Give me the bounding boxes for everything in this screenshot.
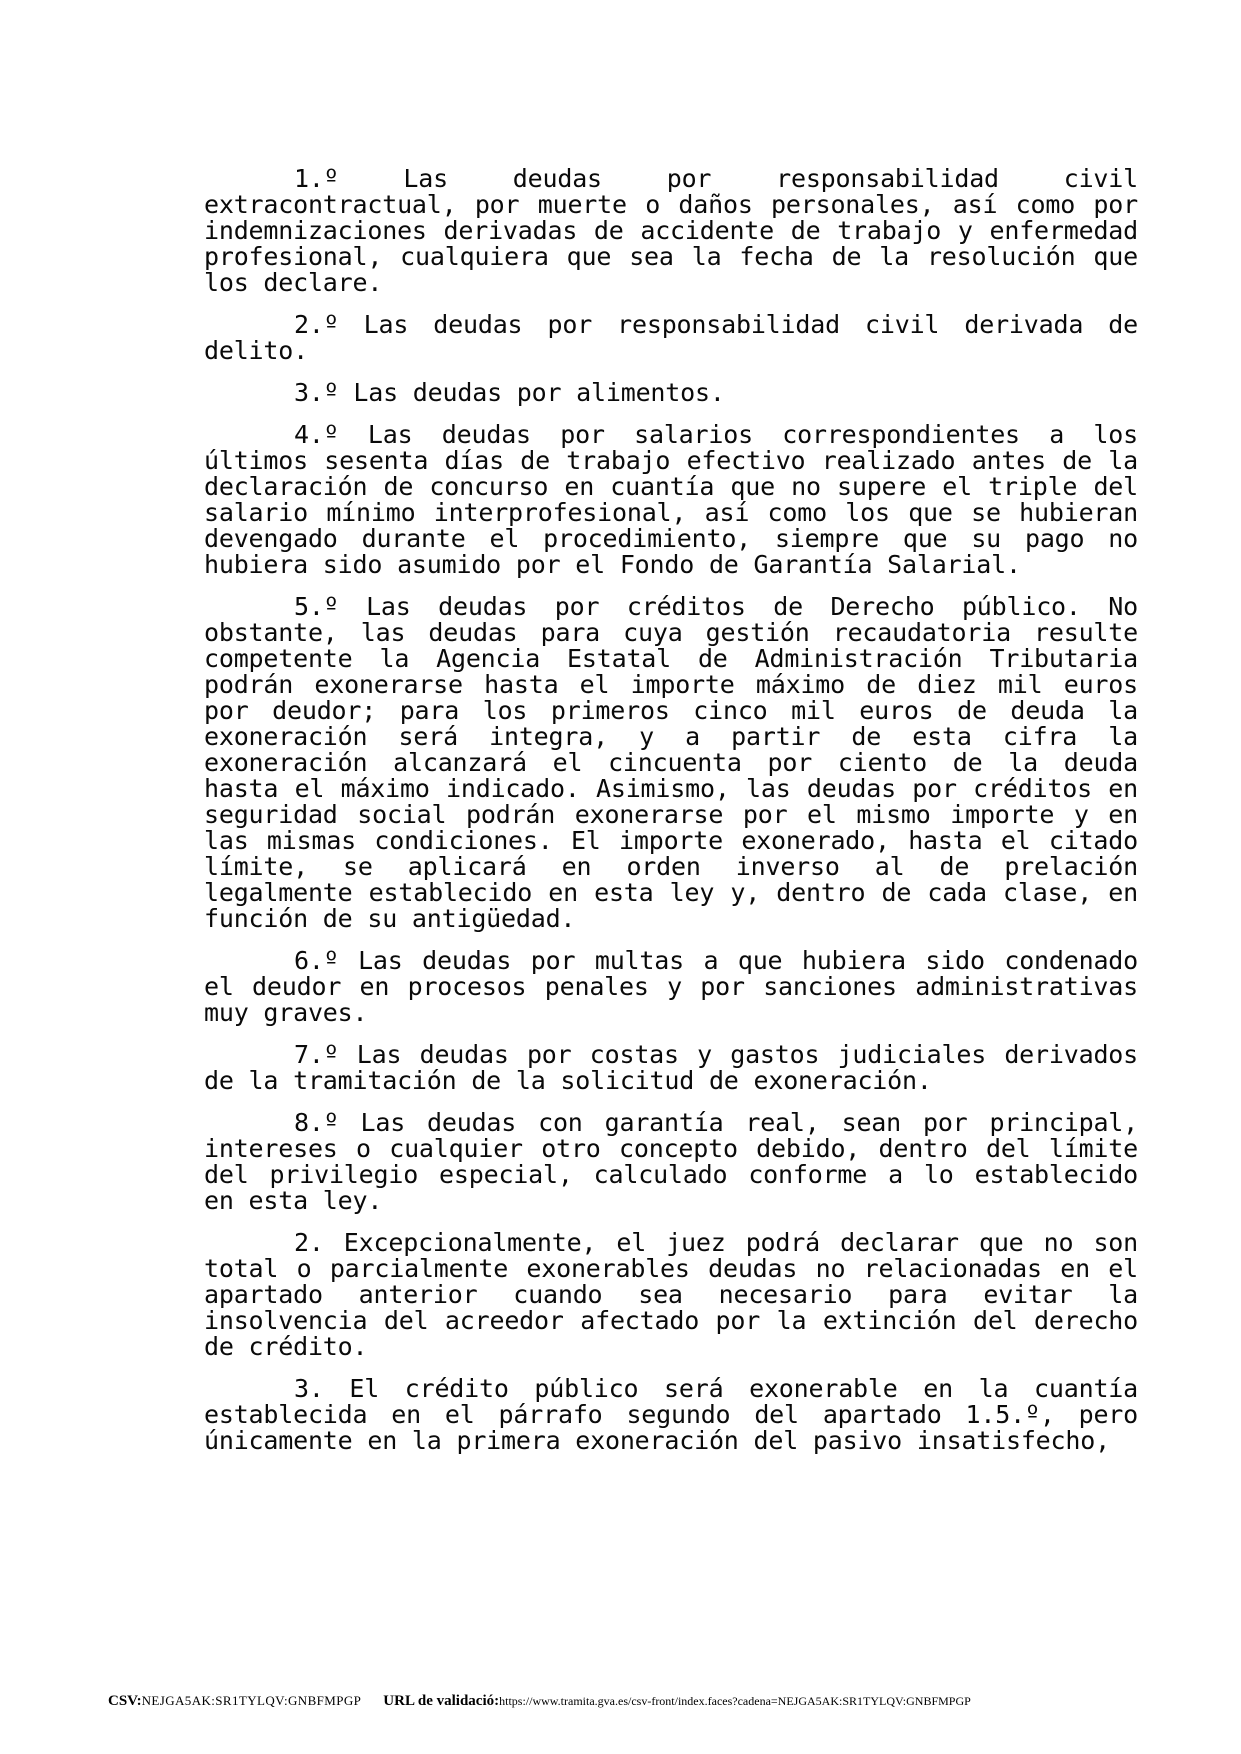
text-line: exoneración alcanzará el cincuenta por ciento de la deuda: [204, 748, 1138, 777]
text-line: seguridad social podrán exonerarse por el mismo importe y en: [204, 800, 1138, 829]
text-line: función de su antigüedad.: [204, 904, 576, 933]
text-line: podrán exonerarse hasta el importe máximo de diez mil euros: [204, 670, 1138, 699]
text-line: competente la Agencia Estatal de Administración Tributaria: [204, 644, 1138, 673]
text-line: obstante, las deudas para cuya gestión recaudatoria resulte: [204, 618, 1138, 647]
paragraph: [204, 1042, 1138, 1094]
text-line: establecida en el párrafo segundo del apartado 1.5.º, pero: [204, 1400, 1138, 1429]
text-line: las mismas condiciones. El importe exonerado, hasta el citado: [204, 826, 1138, 855]
validation-url-label: URL de validació:: [383, 1693, 500, 1709]
page-footer: [108, 1692, 971, 1710]
text-line: 3. El crédito público será exonerable en la cuantía: [294, 1374, 1138, 1403]
paragraph: [204, 948, 1138, 1026]
validation-url-value: https://www.tramita.gva.es/csv-front/index.faces?cadena=NEJGA5AK:SR1TYLQV:GNBFMPGP: [499, 1694, 971, 1708]
text-line: el deudor en procesos penales y por sanciones administrativas: [204, 972, 1138, 1001]
text-line: últimos sesenta días de trabajo efectivo realizado antes de la: [204, 446, 1138, 475]
text-line: indemnizaciones derivadas de accidente de trabajo y enfermedad: [204, 216, 1138, 245]
paragraph: [204, 1230, 1138, 1360]
text-line: insolvencia del acreedor afectado por la extinción del derecho: [204, 1306, 1138, 1335]
paragraph: [204, 1376, 1138, 1454]
text-line: únicamente en la primera exoneración del pasivo insatisfecho,: [204, 1426, 1110, 1455]
text-line: los declare.: [204, 268, 383, 297]
text-line: 1.º Las deudas por responsabilidad civil: [294, 164, 1138, 193]
document-text: [204, 166, 1138, 1470]
text-line: delito.: [204, 336, 308, 365]
text-line: extracontractual, por muerte o daños personales, así como por: [204, 190, 1138, 219]
text-line: 4.º Las deudas por salarios correspondientes a los: [294, 420, 1138, 449]
text-line: intereses o cualquier otro concepto debido, dentro del límite: [204, 1134, 1138, 1163]
text-line: exoneración será integra, y a partir de esta cifra la: [204, 722, 1138, 751]
text-line: 5.º Las deudas por créditos de Derecho público. No: [294, 592, 1138, 621]
csv-label: CSV:: [108, 1693, 142, 1709]
text-line: de la tramitación de la solicitud de exoneración.: [204, 1066, 932, 1095]
text-line: 8.º Las deudas con garantía real, sean por principal,: [294, 1108, 1138, 1137]
text-line: de crédito.: [204, 1332, 368, 1361]
text-line: legalmente establecido en esta ley y, dentro de cada clase, en: [204, 878, 1138, 907]
text-line: muy graves.: [204, 998, 368, 1027]
text-line: apartado anterior cuando sea necesario para evitar la: [204, 1280, 1138, 1309]
text-line: en esta ley.: [204, 1186, 383, 1215]
text-line: salario mínimo interprofesional, así como los que se hubieran: [204, 498, 1138, 527]
text-line: del privilegio especial, calculado conforme a lo establecido: [204, 1160, 1138, 1189]
text-line: 3.º Las deudas por alimentos.: [294, 378, 725, 407]
paragraph: [204, 594, 1138, 932]
text-line: total o parcialmente exonerables deudas no relacionadas en el: [204, 1254, 1138, 1283]
text-line: 2.º Las deudas por responsabilidad civil derivada de: [294, 310, 1138, 339]
text-line: hubiera sido asumido por el Fondo de Garantía Salarial.: [204, 550, 1021, 579]
text-line: declaración de concurso en cuantía que no supere el triple del: [204, 472, 1138, 501]
text-line: 6.º Las deudas por multas a que hubiera sido condenado: [294, 946, 1138, 975]
text-line: 7.º Las deudas por costas y gastos judiciales derivados: [294, 1040, 1138, 1069]
text-line: 2. Excepcionalmente, el juez podrá declarar que no son: [294, 1228, 1138, 1257]
paragraph: [204, 380, 1138, 406]
text-line: devengado durante el procedimiento, siempre que su pago no: [204, 524, 1138, 553]
text-line: profesional, cualquiera que sea la fecha de la resolución que: [204, 242, 1138, 271]
text-line: límite, se aplicará en orden inverso al de prelación: [204, 852, 1138, 881]
csv-value: NEJGA5AK:SR1TYLQV:GNBFMPGP: [141, 1693, 362, 1708]
text-line: por deudor; para los primeros cinco mil euros de deuda la: [204, 696, 1138, 725]
paragraph: [204, 312, 1138, 364]
text-line: hasta el máximo indicado. Asimismo, las deudas por créditos en: [204, 774, 1138, 803]
paragraph: [204, 166, 1138, 296]
paragraph: [204, 1110, 1138, 1214]
paragraph: [204, 422, 1138, 578]
